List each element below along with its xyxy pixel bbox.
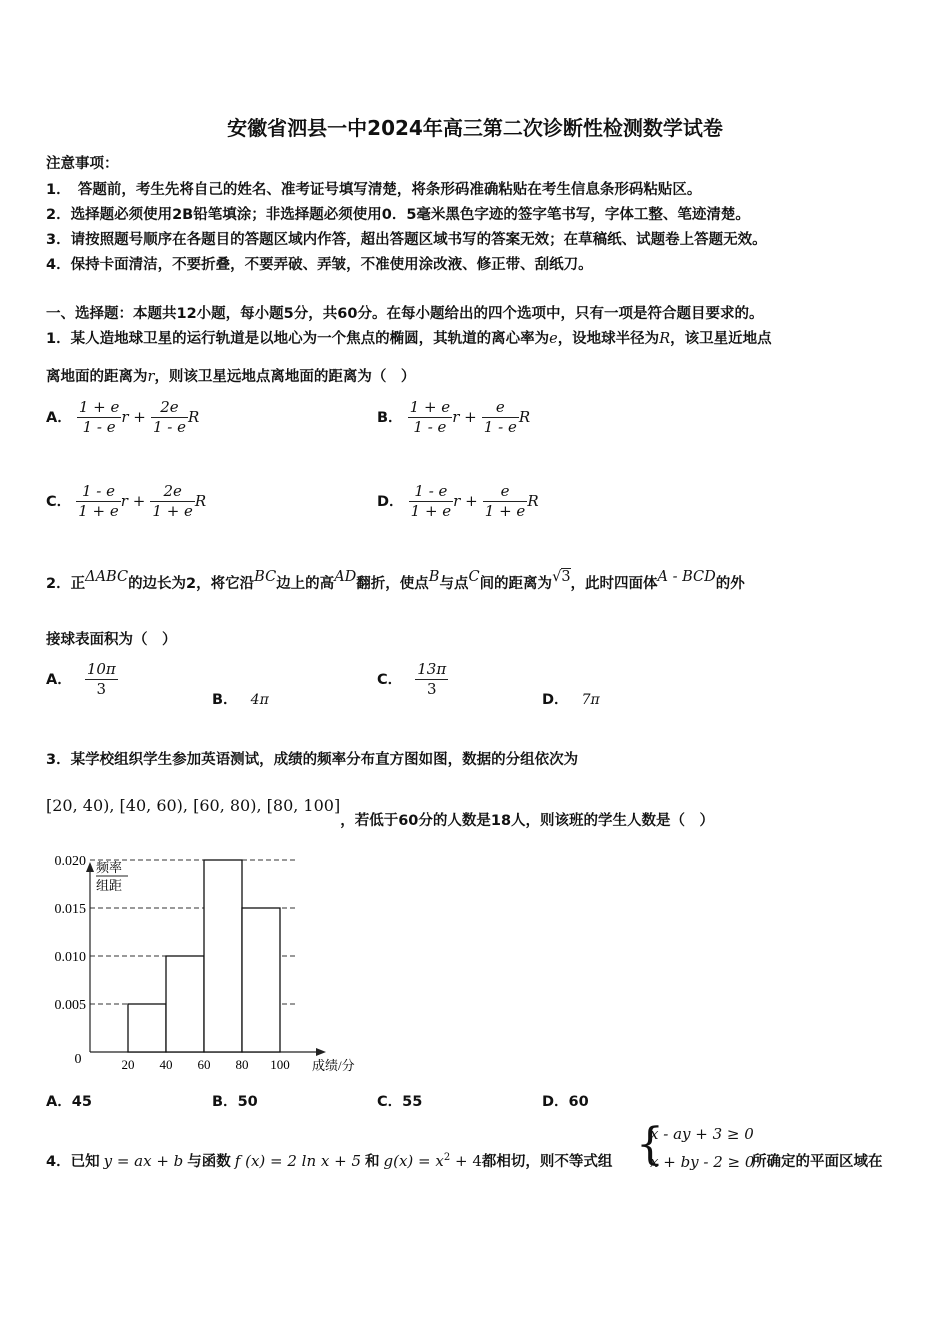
y-axis-arrow-icon — [86, 862, 94, 872]
x-tick-label: 40 — [159, 1057, 173, 1072]
q1-math-r: r — [147, 369, 155, 385]
option-label: D． — [377, 494, 404, 510]
question-3-line-2: [20, 40), [40, 60), [60, 80), [80, 100]，若低于60分的人数是18人，则该班的学生人数是（ ） — [46, 796, 715, 829]
q4-math-line: y = ax + b — [103, 1152, 184, 1170]
section-heading: 一、选择题：本题共12小题，每小题5分，共60分。在每小题给出的四个选项中，只有一项是符合题目要求的。 — [46, 306, 764, 322]
q4-inequality-1: x - ay + 3 ≥ 0 — [650, 1125, 754, 1143]
histogram-chart — [40, 852, 370, 1077]
option-label: B． — [377, 410, 403, 426]
option-label: A． — [46, 672, 72, 688]
fraction: $\frac{e}{1 + e}$ — [484, 482, 526, 520]
notice-item: 2．选择题必须使用2B铅笔填涂；非选择题必须使用0．5毫米黑色字迹的签字笔书写，字体工整、笔迹清楚。 — [46, 207, 750, 223]
x-tick-label: 80 — [235, 1057, 249, 1072]
y-tick-label: 0.020 — [54, 854, 86, 869]
notice-item: 1． 答题前，考生先将自己的姓名、准考证号填写清楚，将条形码准确粘贴在考生信息条形码粘贴区。 — [46, 182, 702, 198]
chart-plot-area — [55, 854, 355, 1073]
origin-label: 0 — [74, 1052, 82, 1067]
fraction: $\frac{1 - e}{1 + e}$ — [410, 482, 452, 520]
y-axis-label-bottom: 组距 — [96, 878, 123, 893]
y-tick-label: 0.005 — [54, 998, 86, 1013]
fraction: $\frac{1 - e}{1 + e}$ — [78, 482, 119, 520]
y-tick-label: 0.015 — [54, 902, 86, 917]
fraction: $\frac{2e}{1 + e}$ — [152, 482, 193, 520]
q1-math-e: e — [549, 331, 558, 347]
x-tick-label: 20 — [121, 1057, 135, 1072]
q1-option-d[interactable]: D． $\frac{1 - e}{1 + e}$ r + $\frac{e}{1 + e}$ R — [377, 482, 539, 520]
histogram-bar — [128, 1004, 166, 1052]
q1-math-R: R — [659, 331, 671, 347]
q2-option-b[interactable]: B． 4π — [212, 692, 269, 708]
q1-text: ，则该卫星远地点离地面的距离为（ ） — [154, 369, 416, 385]
option-label: D． — [542, 692, 569, 708]
q1-text: 离地面的距离为 — [46, 369, 148, 385]
q4-text-tail: 所确定的平面区域在 — [752, 1154, 883, 1170]
q2-option-d[interactable]: D． 7π — [542, 692, 600, 708]
x-axis-arrow-icon — [316, 1048, 326, 1056]
q4-inequality-2: x + by - 2 ≥ 0 — [650, 1153, 755, 1171]
q2-option-c[interactable] — [377, 660, 448, 699]
x-tick-label: 60 — [197, 1057, 211, 1072]
notice-item: 3．请按照题号顺序在各题目的答题区域内作答，超出答题区域书写的答案无效；在草稿纸、试题卷上答题无效。 — [46, 232, 767, 248]
q2-option-a[interactable] — [46, 660, 118, 699]
x-tick-label: 100 — [270, 1057, 290, 1072]
q3-option-a[interactable]: A．45 — [46, 1094, 92, 1110]
q4-math-f: f (x) = 2 ln x + 5 — [234, 1152, 362, 1170]
q4-math-g: g(x) = x — [383, 1152, 444, 1170]
fraction: $\frac{1 + e}{1 - e}$ — [409, 398, 451, 436]
sqrt-icon: √3 — [552, 569, 571, 585]
option-label: C． — [46, 494, 72, 510]
question-3-line-1: 3．某学校组织学生参加英语测试，成绩的频率分布直方图如图，数据的分组依次为 — [46, 752, 579, 768]
q1-option-a[interactable]: A． $\frac{1 + e}{1 - e}$ r + $\frac{2e}{1 - e}$ R — [46, 398, 200, 436]
option-label: A． — [46, 410, 72, 426]
histogram-bar — [166, 956, 204, 1052]
q2-math-triangle: ΔABC — [85, 569, 129, 585]
q3-option-b[interactable]: B．50 — [212, 1094, 258, 1110]
notice-heading: 注意事项： — [46, 156, 119, 172]
page-title: 安徽省泗县一中2024年高三第二次诊断性检测数学试卷 — [227, 116, 723, 140]
option-label: B． — [212, 692, 238, 708]
fraction: $\frac{13\pi}{3}$ — [417, 660, 447, 698]
y-axis-label-top: 频率 — [96, 860, 123, 875]
option-label: C． — [377, 672, 403, 688]
fraction: $\frac{10\pi}{3}$ — [86, 660, 116, 698]
q1-option-b[interactable]: B． $\frac{1 + e}{1 - e}$ r + $\frac{e}{1 - e}$ R — [377, 398, 531, 436]
question-1-line-1 — [46, 327, 772, 348]
question-2-line-1: 2．正ΔABC的边长为2，将它沿BC边上的高AD翻折，使点B与点C间的距离为√3，此时四面体A - BCD的外 — [46, 569, 745, 592]
fraction: $\frac{1 + e}{1 - e}$ — [78, 398, 120, 436]
y-tick-label: 0.010 — [54, 950, 86, 965]
question-2-line-2: 接球表面积为（ ） — [46, 632, 177, 648]
x-axis-label: 成绩/分 — [312, 1058, 355, 1073]
q3-option-d[interactable]: D．60 — [542, 1094, 589, 1110]
fraction: $\frac{2e}{1 - e}$ — [152, 398, 186, 436]
fraction: $\frac{e}{1 - e}$ — [483, 398, 517, 436]
q1-text: ，设地球半径为 — [557, 331, 660, 347]
q1-option-c[interactable]: C． $\frac{1 - e}{1 + e}$ r + $\frac{2e}{1 + e}$ R — [46, 482, 207, 520]
q3-math-groups: [20, 40), [40, 60), [60, 80), [80, 100] — [46, 796, 341, 815]
question-4-line-1: 4．已知 y = ax + b 与函数 f (x) = 2 ln x + 5 和 $g(x) = x^2 + 4$都相切，则不等式组 — [46, 1152, 613, 1170]
notice-item: 4．保持卡面清洁，不要折叠，不要弄破、弄皱，不准使用涂改液、修正带、刮纸刀。 — [46, 257, 593, 273]
q1-text: ，该卫星近地点 — [670, 331, 772, 347]
brace-icon: { — [636, 1119, 664, 1170]
histogram-bar — [242, 908, 280, 1052]
q1-text: 1．某人造地球卫星的运行轨道是以地心为一个焦点的椭圆，其轨道的离心率为 — [46, 331, 550, 347]
question-1-line-2 — [46, 365, 415, 386]
q3-option-c[interactable]: C．55 — [377, 1094, 423, 1110]
histogram-bar — [204, 860, 242, 1052]
